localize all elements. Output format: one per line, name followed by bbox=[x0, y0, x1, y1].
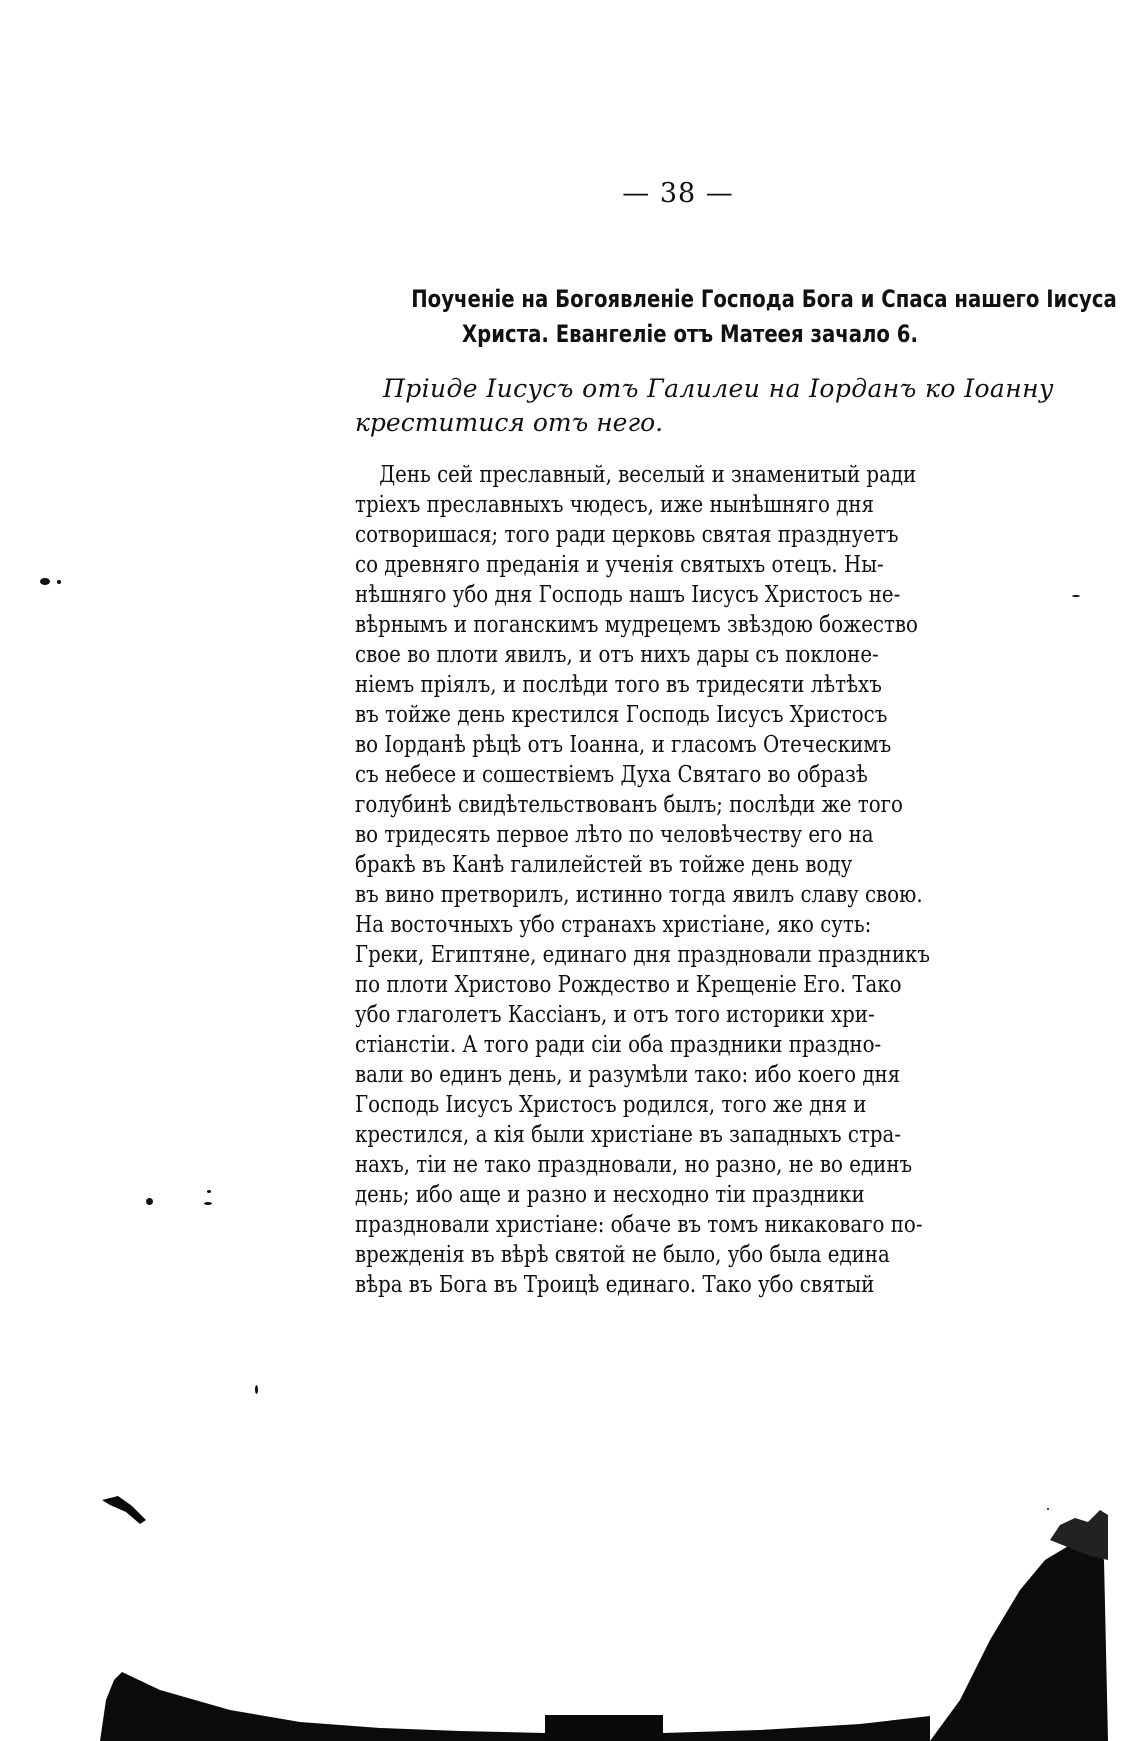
body-line: бракѣ въ Канѣ галилейстей въ тойже день воду bbox=[355, 852, 853, 878]
bottom-left-smudge bbox=[100, 1672, 545, 1741]
heading-line: Христа. Евангеліе отъ Матеея зачало 6. bbox=[462, 320, 918, 348]
body-line: ніемъ пріялъ, и послѣди того въ тридесяти лѣтѣхъ bbox=[355, 672, 882, 698]
body-line: убо глаголетъ Кассіанъ, и отъ того историки хри- bbox=[355, 1002, 875, 1028]
body-line: голубинѣ свидѣтельствованъ былъ; послѣди же того bbox=[355, 792, 903, 818]
body-line: вали во единъ день, и разумѣли тако: ибо коего дня bbox=[355, 1062, 901, 1088]
body-line: нѣшняго убо дня Господь нашъ Іисусъ Христосъ не- bbox=[355, 582, 901, 608]
epigraph-line: Пріиде Іисусъ отъ Галилеи на Іорданъ ко Іоанну bbox=[383, 374, 1054, 403]
body-line: врежденія въ вѣрѣ святой не было, убо была едина bbox=[355, 1242, 890, 1268]
body-line: вѣрнымъ и поганскимъ мудрецемъ звѣздою божество bbox=[355, 612, 918, 638]
body-line: свое во плоти явилъ, и отъ нихъ дары съ поклоне- bbox=[355, 642, 879, 668]
body-line: со древняго преданія и ученія святыхъ отецъ. Ны- bbox=[355, 552, 884, 578]
heading-line: Поученіе на Богоявленіе Господа Бога и Спаса нашего Іисуса bbox=[411, 285, 1117, 313]
body-line: въ тойже день крестился Господь Іисусъ Христосъ bbox=[355, 702, 888, 728]
body-line: нахъ, тіи не тако праздновали, но разно, не во единъ bbox=[355, 1152, 913, 1178]
body-line: праздновали христіане: обаче въ томъ никаковаго по- bbox=[355, 1212, 923, 1238]
body-line: въ вино претворилъ, истинно тогда явилъ славу свою. bbox=[355, 882, 923, 908]
body-line: Господь Іисусъ Христосъ родился, того же дня и bbox=[355, 1092, 867, 1118]
body-line: во Іорданѣ рѣцѣ отъ Іоанна, и гласомъ Отеческимъ bbox=[355, 732, 892, 758]
body-line: Греки, Египтяне, единаго дня праздновали праздникъ bbox=[355, 942, 930, 968]
body-line: На восточныхъ убо странахъ христіане, яко суть: bbox=[355, 912, 872, 938]
body-line: по плоти Христово Рождество и Крещеніе Его. Тако bbox=[355, 972, 902, 998]
epigraph-line: креститися отъ него. bbox=[355, 408, 664, 437]
bottom-right-smudge bbox=[930, 1540, 1108, 1741]
body-line: День сей преславный, веселый и знаменитый ради bbox=[379, 462, 917, 488]
body-line: стіанстіи. А того ради сіи оба праздники праздно- bbox=[355, 1032, 882, 1058]
body-line: крестился, а кія были христіане въ западныхъ стра- bbox=[355, 1122, 902, 1148]
scan-edge-mark bbox=[545, 1715, 663, 1741]
body-line: тріехъ преславныхъ чюдесъ, иже нынѣшняго дня bbox=[355, 492, 875, 518]
bottom-baseline-smudge bbox=[663, 1716, 930, 1741]
left-brush-mark bbox=[102, 1496, 146, 1524]
body-line: вѣра въ Бога въ Троицѣ единаго. Тако убо святый bbox=[355, 1272, 875, 1298]
body-line: во тридесять первое лѣто по человѣчеству его на bbox=[355, 822, 874, 848]
body-line: сотворишася; того ради церковь святая празднуетъ bbox=[355, 522, 899, 548]
body-line: день; ибо аще и разно и несходно тіи праздники bbox=[355, 1182, 865, 1208]
body-line: съ небесе и сошествіемъ Духа Святаго во образѣ bbox=[355, 762, 868, 788]
page-number: — 38 — bbox=[622, 178, 734, 209]
